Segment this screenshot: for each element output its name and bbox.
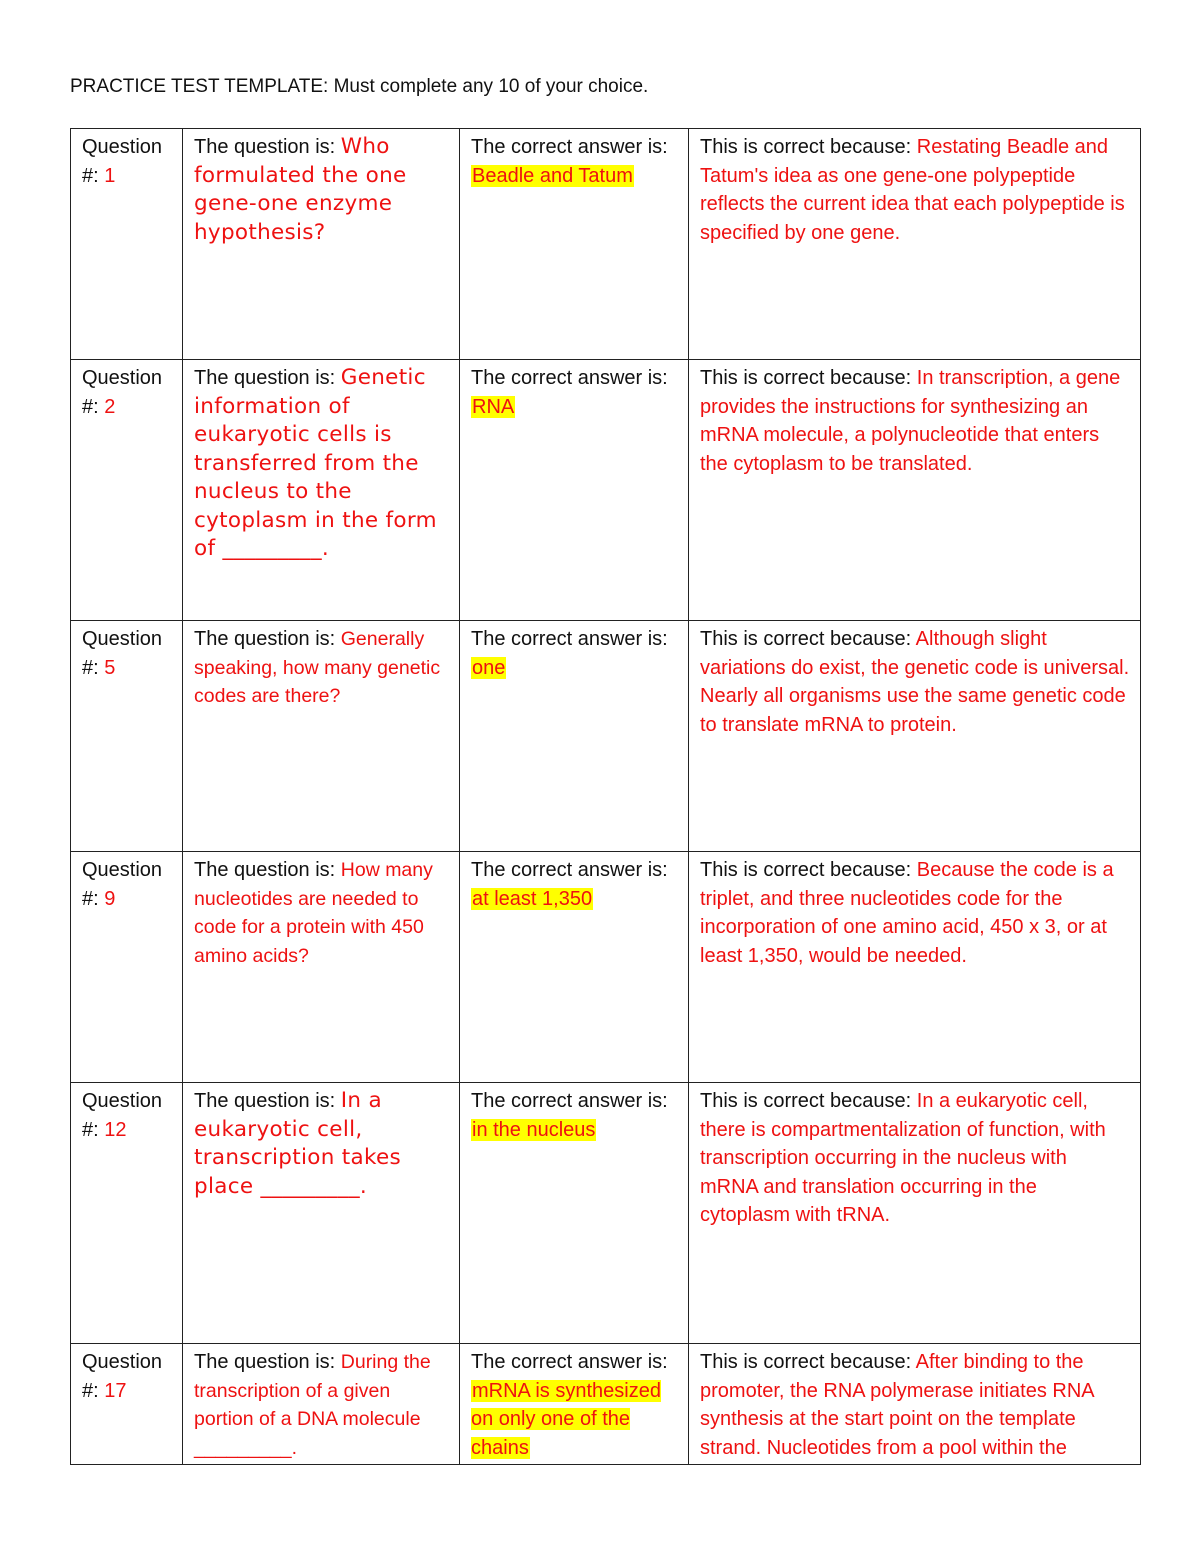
question-text: In a eukaryotic cell, transcription takes place _________. [194,1088,401,1199]
question-number-label: Question #: [82,1351,163,1402]
answer-cell [460,129,689,360]
question-label: The question is: [194,859,336,881]
explanation-cell [689,1083,1141,1344]
explanation-label: This is correct because: [700,367,912,389]
question-cell [183,360,460,621]
question-text: How many nucleotides are needed to code for a protein with 450 amino acids? [194,859,433,967]
explanation-label: This is correct because: [700,1351,912,1373]
answer-cell [460,360,689,621]
explanation-text: In transcription, a gene provides the instructions for synthesizing an mRNA molecule, a polynucleotide that enters the cytoplasm to be translated. [700,367,1121,475]
explanation-text: Because the code is a triplet, and three nucleotides code for the incorporation of one amino acid, 450 x 3, or at least 1,350, would be needed. [700,859,1114,967]
question-label: The question is: [194,1351,336,1373]
question-number-label: Question #: [82,1090,163,1141]
table-row [71,360,1141,621]
question-label: The question is: [194,136,336,158]
question-number: 2 [104,395,116,418]
question-number: 5 [104,656,116,679]
explanation-cell [689,1344,1141,1465]
question-number-cell [71,1083,183,1344]
answer-label: The correct answer is: [471,367,668,389]
question-number-label: Question #: [82,628,163,679]
question-cell [183,1344,460,1465]
answer-text: in the nucleus [472,1118,596,1141]
question-number-label: Question #: [82,367,163,418]
question-cell [183,1083,460,1344]
explanation-label: This is correct because: [700,859,912,881]
explanation-text: After binding to the promoter, the RNA polymerase initiates RNA synthesis at the start point on the template strand. Nucleotides from a pool within the [700,1351,1094,1459]
explanation-cell [689,360,1141,621]
question-cell [183,129,460,360]
question-text: Genetic information of eukaryotic cells is transferred from the nucleus to the cytoplasm in the form of _________. [194,365,437,561]
answer-label: The correct answer is: [471,859,668,881]
page-title: PRACTICE TEST TEMPLATE: Must complete any 10 of your choice. [70,76,649,97]
answer-text: RNA [472,395,515,418]
answer-text: one [472,656,506,679]
question-number: 17 [104,1379,127,1402]
answer-text: at least 1,350 [472,887,593,910]
question-text: Who formulated the one gene-one enzyme hypothesis? [194,134,407,245]
question-cell [183,852,460,1083]
explanation-cell [689,621,1141,852]
question-number-cell [71,129,183,360]
explanation-label: This is correct because: [700,628,912,650]
question-number: 12 [104,1118,127,1141]
answer-label: The correct answer is: [471,1351,668,1373]
question-number: 1 [104,164,116,187]
question-text: Generally speaking, how many genetic codes are there? [194,628,441,707]
answer-cell [460,852,689,1083]
question-label: The question is: [194,367,336,389]
question-text: During the transcription of a given portion of a DNA molecule _________. [194,1351,431,1459]
answer-label: The correct answer is: [471,136,668,158]
table-row [71,852,1141,1083]
question-label: The question is: [194,628,336,650]
question-label: The question is: [194,1090,336,1112]
answer-text: mRNA is synthesized on only one of the chains [471,1379,661,1459]
table-row [71,1344,1141,1465]
question-number-cell [71,360,183,621]
table-row [71,1083,1141,1344]
table-row [71,129,1141,360]
question-number-label: Question #: [82,136,163,187]
question-number-cell [71,621,183,852]
explanation-text: In a eukaryotic cell, there is compartmentalization of function, with transcription occurring in the nucleus with mRNA and translation occurring in the cytoplasm with tRNA. [700,1090,1106,1226]
explanation-text: Although slight variations do exist, the genetic code is universal. Nearly all organisms use the same genetic code to translate mRNA to protein. [700,628,1130,736]
question-number-cell [71,1344,183,1465]
answer-cell [460,1344,689,1465]
answer-label: The correct answer is: [471,628,668,650]
question-number-label: Question #: [82,859,163,910]
practice-test-table [70,128,1141,1465]
explanation-cell [689,129,1141,360]
explanation-text: Restating Beadle and Tatum's idea as one gene-one polypeptide reflects the current idea that each polypeptide is specified by one gene. [700,136,1125,244]
explanation-label: This is correct because: [700,136,912,158]
question-number: 9 [104,887,116,910]
table-row [71,621,1141,852]
question-cell [183,621,460,852]
answer-cell [460,1083,689,1344]
explanation-cell [689,852,1141,1083]
question-number-cell [71,852,183,1083]
answer-cell [460,621,689,852]
explanation-label: This is correct because: [700,1090,912,1112]
answer-label: The correct answer is: [471,1090,668,1112]
answer-text: Beadle and Tatum [472,164,633,187]
